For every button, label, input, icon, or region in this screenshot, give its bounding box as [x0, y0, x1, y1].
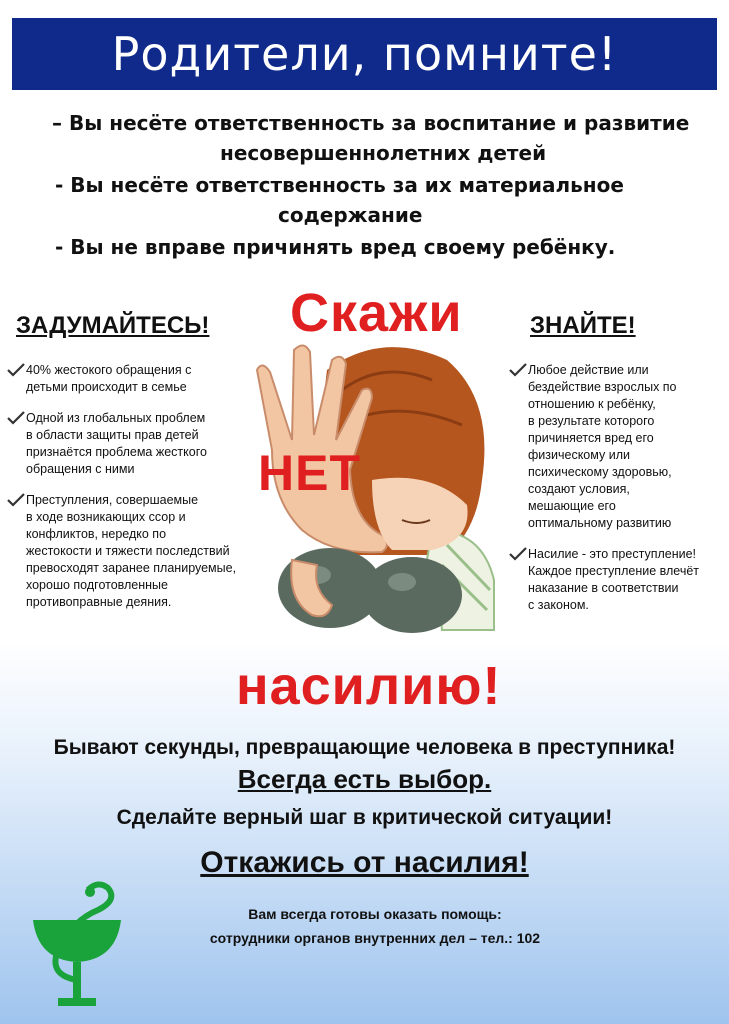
check-icon — [6, 362, 26, 378]
list-item-text: Одной из глобальных проблем в области защиты прав детей признаётся проблема жесткого обращения с ними — [26, 411, 207, 476]
list-item-text: Насилие - это преступление! Каждое преступление влечёт наказание в соответствии с законом. — [528, 547, 700, 612]
responsibility-line: – Вы несёте ответственность за воспитание и развитие — [52, 111, 690, 135]
list-item-text: 40% жестокого обращения с детьми происходит в семье — [26, 363, 192, 394]
right-list — [508, 362, 726, 628]
call-to-action: Откажись от насилия! — [200, 846, 529, 879]
slogan-bottom: насилию! — [236, 656, 502, 716]
left-title: ЗАДУМАЙТЕСЬ! — [16, 312, 210, 339]
message-line: Всегда есть выбор. — [237, 764, 492, 794]
responsibility-line: - Вы не вправе причинять вред своему ребёнку. — [55, 235, 616, 259]
list-item-text: Преступления, совершаемые в ходе возникающих ссор и конфликтов, нередко по жестокости и тяжести последствий превосходят заранее планируемые, хорошо подготовленные противоправные деяния. — [26, 493, 237, 609]
message-line: Бывают секунды, превращающие человека в преступника! — [53, 736, 676, 759]
responsibility-line: содержание — [278, 203, 423, 227]
page-title: Родители, помните! — [12, 18, 717, 90]
responsibility-line: - Вы несёте ответственность за их материальное — [55, 173, 624, 197]
responsibility-line: несовершеннолетних детей — [220, 141, 547, 165]
slogan-top: Скажи — [290, 283, 463, 343]
help-phone-line: сотрудники органов внутренних дел – тел.: 102 — [209, 930, 541, 946]
slogan-middle: НЕТ — [258, 445, 361, 501]
check-icon — [6, 410, 26, 426]
bowl-of-hygieia-icon — [28, 880, 126, 1010]
help-line: Вам всегда готовы оказать помощь: — [248, 906, 502, 922]
list-item — [508, 362, 726, 532]
check-icon — [508, 362, 528, 378]
list-item-text: Любое действие или бездействие взрослых по отношению к ребёнку, в результате которого причиняется вред его физическому или психическому здоровью, создают условия, мешающие его оптимальному развитию — [528, 363, 677, 530]
right-title: ЗНАЙТЕ! — [530, 312, 636, 339]
check-icon — [508, 546, 528, 562]
message-line: Сделайте верный шаг в критической ситуации! — [116, 806, 613, 829]
list-item — [508, 546, 726, 614]
check-icon — [6, 492, 26, 508]
